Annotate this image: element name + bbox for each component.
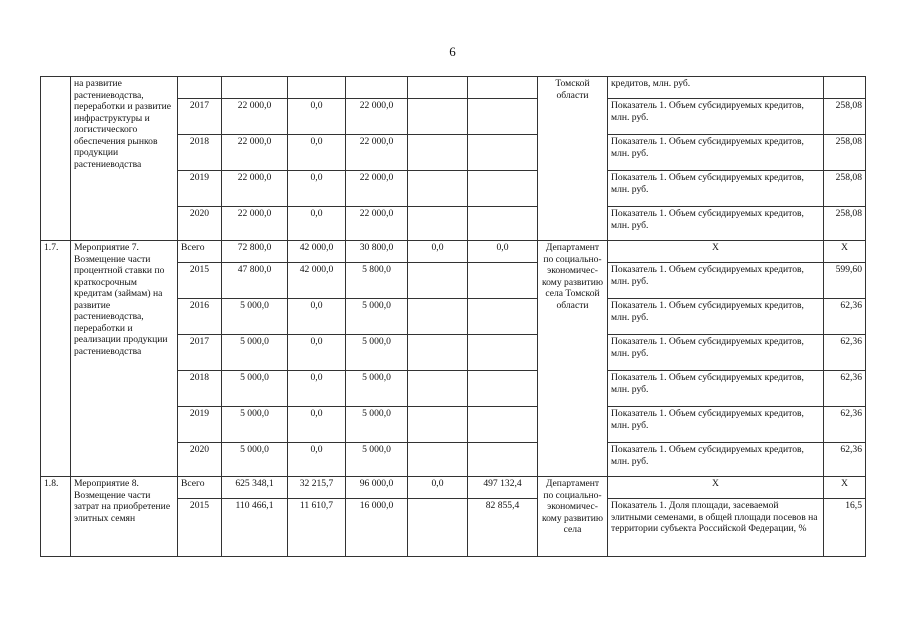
department-cell: Томской области bbox=[538, 77, 608, 241]
table-row: 2017 5 000,0 0,0 5 000,0 Показатель 1. Объем субсидируемых кредитов, млн. руб. 62,36 bbox=[41, 335, 866, 371]
row-number-cell: 1.8. bbox=[41, 477, 71, 557]
indicator-cell: Показатель 1. Объем субсидируемых кредитов, млн. руб. bbox=[608, 407, 824, 443]
indicator-cell: Показатель 1. Объем субсидируемых кредитов, млн. руб. bbox=[608, 171, 824, 207]
table-row: 2018 22 000,0 0,0 22 000,0 Показатель 1. Объем субсидируемых кредитов, млн. руб. 258,08 bbox=[41, 135, 866, 171]
table-row: 2020 22 000,0 0,0 22 000,0 Показатель 1. Объем субсидируемых кредитов, млн. руб. 258,08 bbox=[41, 207, 866, 241]
table-row: 1.7. Мероприятие 7. Возмещение части процентной ставки по краткосрочным кредитам (займам) на развитие растениеводства, переработки и реализации продукции растениеводства Всего 72 800,0 42 000,0 30 800,0 0,0 0,0 Департамент по социально-экономичес-кому развитию села Томской области X X bbox=[41, 241, 866, 263]
table-row: 2016 5 000,0 0,0 5 000,0 Показатель 1. Объем субсидируемых кредитов, млн. руб. 62,36 bbox=[41, 299, 866, 335]
table-row: 2015 47 800,0 42 000,0 5 800,0 Показатель 1. Объем субсидируемых кредитов, млн. руб. 599,60 bbox=[41, 263, 866, 299]
indicator-cell: Показатель 1. Объем субсидируемых кредитов, млн. руб. bbox=[608, 99, 824, 135]
department-cell: Департамент по социально-экономичес-кому развитию села bbox=[538, 477, 608, 557]
measure-name-cell: Мероприятие 7. Возмещение части процентной ставки по краткосрочным кредитам (займам) на развитие растениеводства, переработки и реализации продукции растениеводства bbox=[71, 241, 178, 477]
indicator-cell: Показатель 1. Объем субсидируемых кредитов, млн. руб. bbox=[608, 263, 824, 299]
indicator-cell: Показатель 1. Объем субсидируемых кредитов, млн. руб. bbox=[608, 371, 824, 407]
table-row: 2019 5 000,0 0,0 5 000,0 Показатель 1. Объем субсидируемых кредитов, млн. руб. 62,36 bbox=[41, 407, 866, 443]
indicator-cell: Показатель 1. Объем субсидируемых кредитов, млн. руб. bbox=[608, 207, 824, 241]
program-table bbox=[40, 76, 866, 557]
row-number-cell bbox=[41, 77, 71, 241]
page-number: 6 bbox=[449, 44, 456, 59]
indicator-cell: кредитов, млн. руб. bbox=[608, 77, 824, 99]
table-row: 2020 5 000,0 0,0 5 000,0 Показатель 1. Объем субсидируемых кредитов, млн. руб. 62,36 bbox=[41, 443, 866, 477]
table-row: 1.8. Мероприятие 8. Возмещение части затрат на приобретение элитных семян Всего 625 348,1 32 215,7 96 000,0 0,0 497 132,4 Департамент по социально-экономичес-кому развитию села X X bbox=[41, 477, 866, 499]
table-row: 2015 110 466,1 11 610,7 16 000,0 82 855,4 Показатель 1. Доля площади, засеваемой элитными семенами, в общей площади посевов на территории субъекта Российской Федерации, % 16,5 bbox=[41, 499, 866, 557]
measure-name-cell: на развитие растениеводства, переработки и развитие инфраструктуры и логистического обеспечения рынков продукции растениеводства bbox=[71, 77, 178, 241]
table-row: 2019 22 000,0 0,0 22 000,0 Показатель 1. Объем субсидируемых кредитов, млн. руб. 258,08 bbox=[41, 171, 866, 207]
indicator-cell: Показатель 1. Объем субсидируемых кредитов, млн. руб. bbox=[608, 335, 824, 371]
indicator-cell: Показатель 1. Объем субсидируемых кредитов, млн. руб. bbox=[608, 443, 824, 477]
row-number-cell: 1.7. bbox=[41, 241, 71, 477]
indicator-cell: Показатель 1. Доля площади, засеваемой элитными семенами, в общей площади посевов на территории субъекта Российской Федерации, % bbox=[608, 499, 824, 557]
measure-name-cell: Мероприятие 8. Возмещение части затрат на приобретение элитных семян bbox=[71, 477, 178, 557]
table-row bbox=[41, 77, 866, 99]
indicator-cell: Показатель 1. Объем субсидируемых кредитов, млн. руб. bbox=[608, 135, 824, 171]
indicator-cell: Показатель 1. Объем субсидируемых кредитов, млн. руб. bbox=[608, 299, 824, 335]
table-row: 2018 5 000,0 0,0 5 000,0 Показатель 1. Объем субсидируемых кредитов, млн. руб. 62,36 bbox=[41, 371, 866, 407]
department-cell: Департамент по социально-экономичес-кому развитию села Томской области bbox=[538, 241, 608, 477]
table-row: 2017 22 000,0 0,0 22 000,0 Показатель 1. Объем субсидируемых кредитов, млн. руб. 258,08 bbox=[41, 99, 866, 135]
